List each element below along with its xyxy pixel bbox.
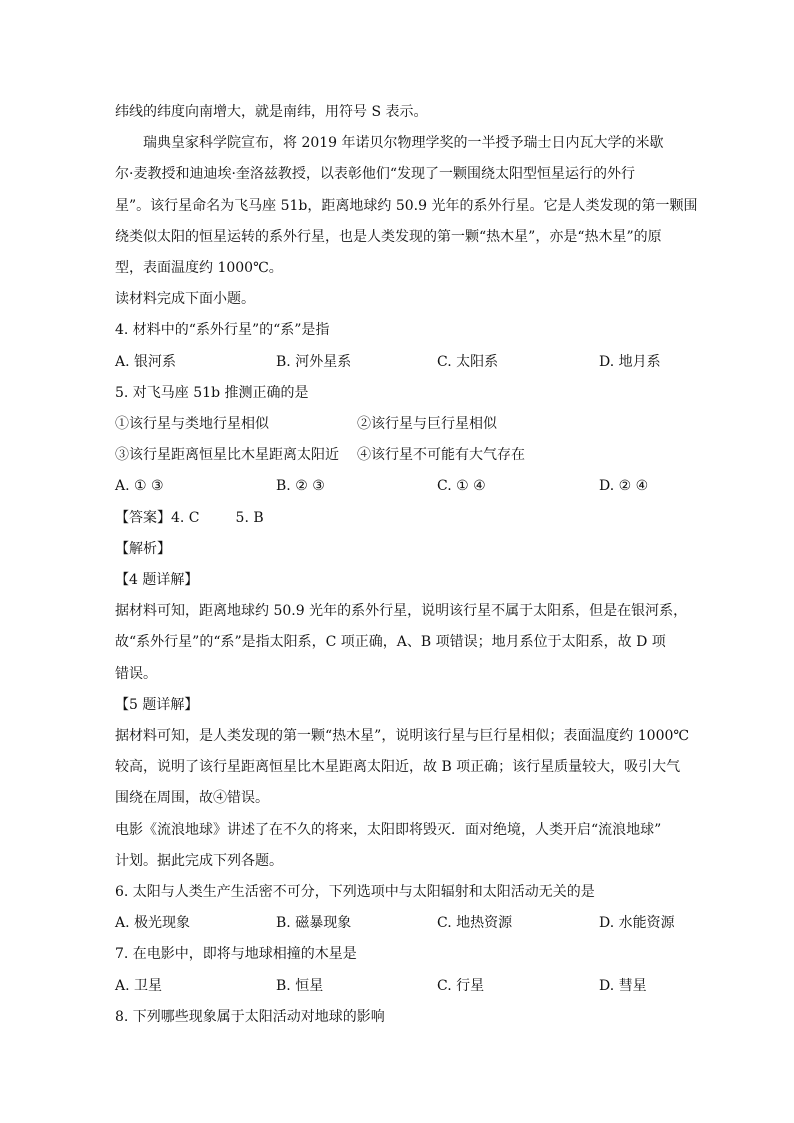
question-6-options [115,913,675,933]
option-a: A. 卫星 [115,978,163,994]
q4-detail-line: 据材料可知，距离地球约 50.9 光年的系外行星，说明该行星不属于太阳系，但是在银河系， [115,603,688,619]
q5-detail-title: 【5 题详解】 [115,697,199,713]
material-paragraph-line: 尔·麦教授和迪迪埃·奎洛兹教授，以表彰他们“发现了一颗围绕太阳型恒星运行的外行 [115,166,636,182]
question-7-stem: 7. 在电影中，即将与地球相撞的木星是 [115,946,357,962]
material-paragraph-line: 星”。该行星命名为飞马座 51b，距离地球约 50.9 光年的系外行星。它是人类发现的第一颗围 [115,198,698,214]
q4-detail-line: 错误。 [115,666,157,682]
q5-detail-line: 围绕在周围，故④错误。 [115,790,269,806]
option-b: B. 河外星系 [276,354,352,370]
q4-detail-line: 故“系外行星”的“系”是指太阳系，C 项正确，A、B 项错误；地月系位于太阳系，故 D 项 [115,634,666,650]
q5-detail-line: 较高，说明了该行星距离恒星比木星距离太阳近，故 B 项正确；该行星质量较大，吸引大气 [115,759,681,775]
question-8-stem: 8. 下列哪些现象属于太阳活动对地球的影响 [115,1009,385,1025]
option-a: A. 银河系 [115,354,177,370]
question-4-stem: 4. 材料中的“系外行星”的“系”是指 [115,322,330,338]
option-c: C. 地热资源 [437,915,513,931]
option-c: C. ① ④ [437,478,486,494]
option-c: C. 太阳系 [437,354,499,370]
option-b: B. 恒星 [276,978,324,994]
q5-detail-line: 据材料可知，是人类发现的第一颗“热木星”，说明该行星与巨行星相似；表面温度约 1000℃ [115,728,690,744]
question-5-statements-row [115,445,675,465]
reading-prompt: 读材料完成下面小题。 [115,291,255,307]
material-paragraph-line: 瑞典皇家科学院宣布，将 2019 年诺贝尔物理学奖的一半授予瑞士日内瓦大学的米歇 [143,135,664,151]
statement-3: ③该行星距离恒星比木星距离太阳近 [115,447,339,463]
statement-2: ②该行星与巨行星相似 [357,416,497,432]
q4-detail-title: 【4 题详解】 [115,572,199,588]
question-5-options [115,476,675,496]
question-7-options [115,976,675,996]
question-5-stem: 5. 对飞马座 51b 推测正确的是 [115,385,309,401]
statement-1: ①该行星与类地行星相似 [115,416,269,432]
answer-second: 5. B [235,510,264,526]
option-d: D. 地月系 [599,354,661,370]
answer-label: 【答案】4. C [115,510,200,526]
option-b: B. ② ③ [276,478,325,494]
statement-4: ④该行星不可能有大气存在 [357,447,525,463]
film-material-line: 电影《流浪地球》讲述了在不久的将来，太阳即将毁灭．面对绝境，人类开启“流浪地球” [115,822,662,838]
material-paragraph-line: 型，表面温度约 1000℃。 [115,260,283,276]
option-b: B. 磁暴现象 [276,915,352,931]
option-c: C. 行星 [437,978,485,994]
option-d: D. 彗星 [599,978,647,994]
question-6-stem: 6. 太阳与人类生产生活密不可分，下列选项中与太阳辐射和太阳活动无关的是 [115,884,595,900]
option-d: D. ② ④ [599,478,649,494]
answer-line [115,508,264,528]
option-a: A. 极光现象 [115,915,191,931]
question-4-options [115,352,675,372]
option-a: A. ① ③ [115,478,164,494]
question-5-statements-row [115,414,675,434]
material-paragraph-line: 绕类似太阳的恒星运转的系外行星，也是人类发现的第一颗“热木星”，亦是“热木星”的原 [115,229,662,245]
analysis-title: 【解析】 [115,541,171,557]
film-material-line: 计划。据此完成下列各题。 [115,853,283,869]
intro-line: 纬线的纬度向南增大，就是南纬，用符号 S 表示。 [115,104,428,120]
option-d: D. 水能资源 [599,915,675,931]
